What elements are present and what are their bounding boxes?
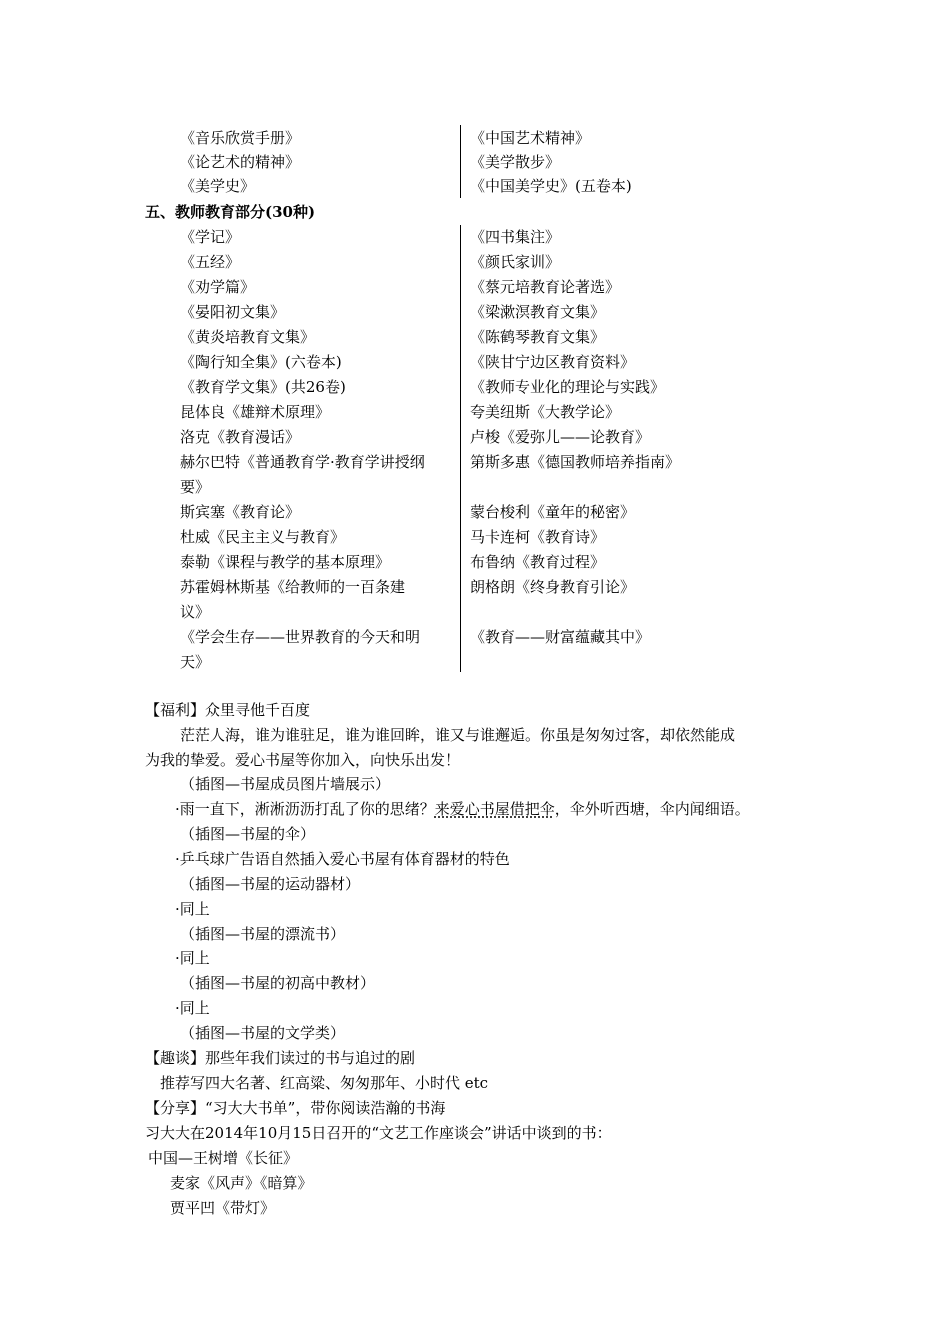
book-list-item: 中国—王树增《长征》 xyxy=(148,1149,299,1167)
fuli-paragraph-line2: 为我的挚爱。爱心书屋等你加入，向快乐出发！ xyxy=(145,751,461,769)
table-divider-section5 xyxy=(460,225,461,672)
table-divider-top xyxy=(460,125,461,198)
book-left: 《音乐欣赏手册》 xyxy=(180,129,301,147)
book-left: 《学会生存——世界教育的今天和明 xyxy=(180,628,421,646)
book-left: 《教育学文集》(共26卷) xyxy=(180,378,346,396)
book-right: 《中国美学史》(五卷本) xyxy=(470,177,632,195)
book-left: 《论艺术的精神》 xyxy=(180,153,301,171)
book-right: 马卡连柯《教育诗》 xyxy=(470,528,606,546)
book-right: 蒙台梭利《童年的秘密》 xyxy=(470,503,636,521)
book-right: 朗格朗《终身教育引论》 xyxy=(470,578,636,596)
book-right: 《陕甘宁边区教育资料》 xyxy=(470,353,636,371)
book-left: 要》 xyxy=(180,478,211,496)
book-right: 《梁漱溟教育文集》 xyxy=(470,303,606,321)
book-left: 苏霍姆林斯基《给教师的一百条建 xyxy=(180,578,406,596)
book-list-item: 贾平凹《带灯》 xyxy=(170,1199,276,1217)
bullet-item: ·同上 xyxy=(175,999,210,1017)
book-right: 夸美纽斯《大教学论》 xyxy=(470,403,621,421)
book-left: 赫尔巴特《普通教育学·教育学讲授纲 xyxy=(180,453,425,471)
bullet-item: ·同上 xyxy=(175,900,210,918)
book-right: 《教师专业化的理论与实践》 xyxy=(470,378,666,396)
book-right: 《四书集注》 xyxy=(470,228,561,246)
book-right: 第斯多惠《德国教师培养指南》 xyxy=(470,453,681,471)
image-placeholder: （插图—书屋成员图片墙展示） xyxy=(180,775,391,793)
book-left: 杜威《民主主义与教育》 xyxy=(180,528,346,546)
bullet-text: ·雨一直下，淅淅沥沥打乱了你的思绪？ xyxy=(175,800,435,818)
book-right: 《中国艺术精神》 xyxy=(470,129,591,147)
bullet-item xyxy=(175,799,750,819)
umbrella-link[interactable]: 来爱心书屋借把伞 xyxy=(434,800,555,818)
bullet-text: ，伞外听西塘，伞内闻细语。 xyxy=(554,800,750,818)
book-left: 《陶行知全集》(六卷本) xyxy=(180,353,342,371)
fenxiang-heading: 【分享】“习大大书单”，带你阅读浩瀚的书海 xyxy=(145,1099,446,1117)
bullet-item: ·乒乓球广告语自然插入爱心书屋有体育器材的特色 xyxy=(175,850,510,868)
qutan-heading: 【趣谈】那些年我们读过的书与追过的剧 xyxy=(145,1049,416,1067)
book-left: 洛克《教育漫话》 xyxy=(180,428,301,446)
book-left: 昆体良《雄辩术原理》 xyxy=(180,403,331,421)
book-right: 《教育——财富蕴藏其中》 xyxy=(470,628,651,646)
book-left: 泰勒《课程与教学的基本原理》 xyxy=(180,553,391,571)
book-left: 《学记》 xyxy=(180,228,241,246)
section-heading: 五、教师教育部分(30种) xyxy=(145,203,316,221)
book-left: 《劝学篇》 xyxy=(180,278,256,296)
book-left: 《晏阳初文集》 xyxy=(180,303,286,321)
book-left: 议》 xyxy=(180,603,211,621)
image-placeholder: （插图—书屋的运动器材） xyxy=(180,875,361,893)
book-left: 《美学史》 xyxy=(180,177,256,195)
bullet-item: ·同上 xyxy=(175,949,210,967)
book-left: 《五经》 xyxy=(180,253,241,271)
book-list-item: 麦家《风声》《暗算》 xyxy=(170,1174,313,1192)
book-left: 斯宾塞《教育论》 xyxy=(180,503,301,521)
book-right: 卢梭《爱弥儿——论教育》 xyxy=(470,428,651,446)
fenxiang-intro: 习大大在2014年10月15日召开的“文艺工作座谈会”讲话中谈到的书： xyxy=(145,1124,612,1142)
book-right: 布鲁纳《教育过程》 xyxy=(470,553,606,571)
book-right: 《颜氏家训》 xyxy=(470,253,561,271)
image-placeholder: （插图—书屋的文学类） xyxy=(180,1024,346,1042)
book-left: 《黄炎培教育文集》 xyxy=(180,328,316,346)
fuli-heading: 【福利】众里寻他千百度 xyxy=(145,701,311,719)
image-placeholder: （插图—书屋的漂流书） xyxy=(180,925,346,943)
book-left: 天》 xyxy=(180,653,211,671)
image-placeholder: （插图—书屋的初高中教材） xyxy=(180,974,376,992)
book-right: 《陈鹤琴教育文集》 xyxy=(470,328,606,346)
image-placeholder: （插图—书屋的伞） xyxy=(180,825,316,843)
book-right: 《蔡元培教育论著选》 xyxy=(470,278,621,296)
book-right: 《美学散步》 xyxy=(470,153,561,171)
fuli-paragraph-line1: 茫茫人海，谁为谁驻足，谁为谁回眸，谁又与谁邂逅。你虽是匆匆过客，却依然能成 xyxy=(180,726,736,744)
qutan-line: 推荐写四大名著、红高粱、匆匆那年、小时代 etc xyxy=(160,1074,489,1092)
